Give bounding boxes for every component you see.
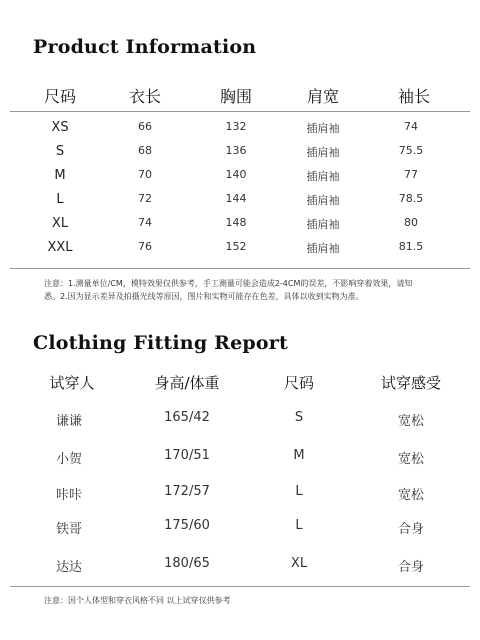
cell-length: 72 bbox=[138, 192, 152, 205]
cell-size: XXL bbox=[47, 240, 73, 255]
cell-chest: 152 bbox=[225, 240, 247, 253]
fitting-report-title: Clothing Fitting Report bbox=[33, 332, 288, 354]
cell-fit-size: L bbox=[295, 484, 303, 499]
header-size: 尺码 bbox=[43, 87, 77, 106]
cell-tester: 达达 bbox=[55, 560, 83, 575]
cell-shoulder: 插肩袖 bbox=[306, 146, 340, 159]
cell-height-weight: 172/57 bbox=[164, 484, 210, 499]
cell-fit-feel: 合身 bbox=[397, 560, 425, 575]
note-line-1: 注意：1.测量单位/CM，模特效果仅供参考，手工测量可能会造成2-4CM的误差，不影响穿着效果，请知 bbox=[44, 279, 413, 288]
cell-length: 76 bbox=[138, 240, 152, 253]
cell-fit-feel: 合身 bbox=[397, 522, 425, 537]
cell-sleeve: 81.5 bbox=[398, 240, 424, 253]
cell-chest: 144 bbox=[225, 192, 247, 205]
table-bottom-divider bbox=[10, 268, 470, 269]
cell-fit-size: L bbox=[295, 518, 303, 533]
cell-tester: 铁哥 bbox=[55, 522, 83, 537]
cell-chest: 136 bbox=[225, 144, 247, 157]
cell-sleeve: 80 bbox=[404, 216, 418, 229]
cell-size: XL bbox=[51, 216, 69, 231]
cell-length: 66 bbox=[138, 120, 152, 133]
cell-chest: 132 bbox=[225, 120, 247, 133]
cell-tester: 小贺 bbox=[55, 452, 83, 467]
header-sleeve: 袖长 bbox=[397, 87, 431, 106]
cell-sleeve: 74 bbox=[404, 120, 418, 133]
header-fit-size: 尺码 bbox=[283, 374, 315, 392]
cell-length: 70 bbox=[138, 168, 152, 181]
product-info-title: Product Information bbox=[33, 36, 257, 58]
cell-height-weight: 175/60 bbox=[164, 518, 210, 533]
cell-height-weight: 170/51 bbox=[164, 448, 210, 463]
cell-size: L bbox=[56, 192, 64, 207]
cell-height-weight: 180/65 bbox=[164, 556, 210, 571]
cell-fit-feel: 宽松 bbox=[397, 452, 425, 467]
cell-fit-size: S bbox=[294, 410, 304, 425]
cell-sleeve: 78.5 bbox=[398, 192, 424, 205]
cell-shoulder: 插肩袖 bbox=[306, 194, 340, 207]
cell-fit-size: M bbox=[293, 448, 305, 463]
cell-size: M bbox=[54, 168, 66, 183]
cell-fit-size: XL bbox=[290, 556, 308, 571]
cell-length: 68 bbox=[138, 144, 152, 157]
cell-height-weight: 165/42 bbox=[164, 410, 210, 425]
header-tester: 试穿人 bbox=[49, 374, 95, 392]
cell-shoulder: 插肩袖 bbox=[306, 242, 340, 255]
header-height-weight: 身高/体重 bbox=[154, 374, 220, 392]
cell-shoulder: 插肩袖 bbox=[306, 122, 340, 135]
cell-chest: 148 bbox=[225, 216, 247, 229]
cell-shoulder: 插肩袖 bbox=[306, 170, 340, 183]
cell-length: 74 bbox=[138, 216, 152, 229]
cell-fit-feel: 宽松 bbox=[397, 414, 425, 429]
cell-tester: 咔咔 bbox=[55, 488, 83, 503]
cell-shoulder: 插肩袖 bbox=[306, 218, 340, 231]
cell-fit-feel: 宽松 bbox=[397, 488, 425, 503]
header-fit-feel: 试穿感受 bbox=[380, 374, 442, 392]
cell-sleeve: 77 bbox=[404, 168, 418, 181]
cell-sleeve: 75.5 bbox=[398, 144, 424, 157]
measurement-note bbox=[44, 277, 444, 303]
header-divider bbox=[10, 111, 470, 112]
fitting-table-divider bbox=[10, 586, 470, 587]
fitting-note: 注意：因个人体型和穿衣风格不同 以上试穿仅供参考 bbox=[44, 596, 231, 605]
cell-tester: 谦谦 bbox=[55, 414, 83, 429]
cell-size: S bbox=[55, 144, 65, 159]
cell-chest: 140 bbox=[225, 168, 247, 181]
cell-size: XS bbox=[51, 120, 69, 135]
header-shoulder: 肩宽 bbox=[306, 87, 340, 106]
header-length: 衣长 bbox=[128, 87, 162, 106]
header-chest: 胸围 bbox=[219, 87, 253, 106]
note-line-2: 悉。2.因为显示差异及拍摄光线等原因，图片和实物可能存在色差，具体以收到实物为准。 bbox=[44, 292, 364, 301]
